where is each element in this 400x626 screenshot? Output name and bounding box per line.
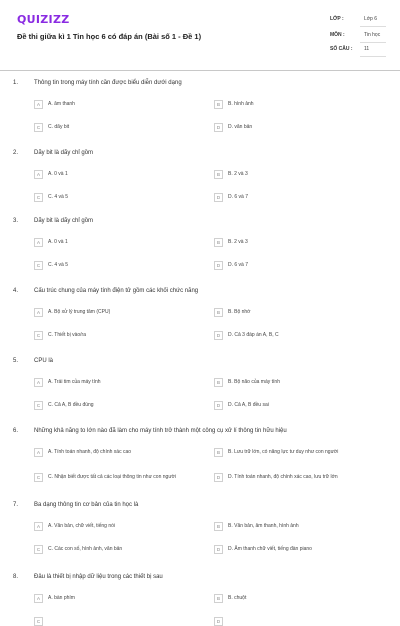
option-text: A. Bộ xử lý trung tâm (CPU) [48, 309, 111, 315]
answer-option-a[interactable] [34, 378, 101, 387]
answer-option-c[interactable] [34, 401, 94, 410]
option-letter-box: A [34, 448, 43, 457]
option-letter-box: A [34, 238, 43, 247]
question-number: 7. [13, 502, 19, 508]
question-count-underline [360, 56, 386, 57]
answer-option-a[interactable] [34, 594, 75, 603]
option-text: A. 0 và 1 [48, 171, 68, 177]
answer-option-d[interactable] [214, 473, 338, 482]
option-letter-box: D [214, 123, 223, 132]
option-text: B. chuột [228, 595, 247, 601]
option-text: B. 2 và 3 [228, 171, 248, 177]
option-letter-box: A [34, 522, 43, 531]
question-number: 8. [13, 574, 19, 580]
option-letter-box: B [214, 378, 223, 387]
option-letter-box: D [214, 617, 223, 626]
answer-option-b[interactable] [214, 378, 280, 387]
subject-underline [360, 42, 386, 43]
class-value: Lớp 6 [364, 16, 378, 22]
answer-option-c[interactable] [34, 123, 69, 132]
option-text: B. hình ảnh [228, 101, 254, 107]
option-text: D. văn bản [228, 124, 253, 130]
option-text: A. Tính toán nhanh, độ chính xác cao [48, 449, 132, 455]
option-text: B. 2 và 3 [228, 239, 248, 245]
quizizz-logo: QUIZIZZ [17, 13, 70, 26]
option-letter-box: D [214, 193, 223, 202]
answer-option-d[interactable] [214, 123, 252, 132]
option-letter-box: D [214, 261, 223, 270]
option-text: C. Thiết bị vào/ra [48, 332, 86, 338]
page-title: Đề thi giữa kì 1 Tin học 6 có đáp án (Bài số 1 - Đề 1) [17, 32, 202, 41]
option-text: B. Văn bản, âm thanh, hình ảnh [228, 523, 299, 529]
option-letter-box: B [214, 308, 223, 317]
option-letter-box: C [34, 545, 43, 554]
question-text: Đâu là thiết bị nhập dữ liệu trong các thiết bị sau [34, 574, 163, 580]
answer-option-b[interactable] [214, 522, 299, 531]
option-text: C. 4 và 5 [48, 262, 69, 268]
option-text: C. dãy bit [48, 124, 70, 130]
question-text: Những khả năng to lớn nào đã làm cho máy tính trở thành một công cụ xử lí thông tin hữu hiệu [34, 428, 287, 434]
option-letter-box: B [214, 522, 223, 531]
option-letter-box: A [34, 308, 43, 317]
question-number: 3. [13, 218, 19, 224]
answer-option-c[interactable] [34, 545, 122, 554]
option-text: C. Nhận biết được tất cả các loại thông tin như con người [48, 474, 177, 480]
question-text: Thông tin trong máy tính cần được biểu diễn dưới dạng [34, 80, 182, 86]
option-letter-box: B [214, 170, 223, 179]
answer-option-c[interactable] [34, 473, 204, 482]
option-letter-box: B [214, 448, 223, 457]
option-letter-box: C [34, 123, 43, 132]
option-text: D. 6 và 7 [228, 194, 249, 200]
answer-option-a[interactable] [34, 238, 68, 247]
question-text: Dãy bit là dãy chỉ gồm [34, 150, 94, 156]
answer-option-d[interactable] [214, 545, 312, 554]
option-text: B. Lưu trữ lớn, có năng lực tư duy như con người [228, 449, 339, 455]
option-text: D. Cả A, B đều sai [228, 402, 269, 408]
question-text: CPU là [34, 358, 54, 364]
option-letter-box: C [34, 473, 43, 482]
option-text: D. 6 và 7 [228, 262, 249, 268]
answer-option-d[interactable] [214, 331, 279, 340]
option-letter-box: C [34, 401, 43, 410]
option-text: D. Tính toán nhanh, độ chính xác cao, lưu trữ lớn [228, 474, 338, 480]
option-letter-box: B [214, 100, 223, 109]
answer-option-d[interactable] [214, 261, 248, 270]
option-letter-box: A [34, 594, 43, 603]
subject-label: MÔN : [330, 32, 345, 38]
option-text: D. Âm thanh chữ viết, tiếng đàn piano [228, 546, 312, 552]
option-letter-box: A [34, 170, 43, 179]
option-letter-box: C [34, 193, 43, 202]
worksheet-header [0, 0, 400, 71]
answer-option-b[interactable] [214, 170, 248, 179]
answer-option-a[interactable] [34, 448, 131, 457]
class-label: LỚP : [330, 16, 344, 22]
answer-option-c[interactable] [34, 617, 48, 626]
option-letter-box: D [214, 401, 223, 410]
subject-value: Tin học [364, 32, 381, 38]
option-text: C. 4 và 5 [48, 194, 69, 200]
answer-option-b[interactable] [214, 594, 246, 603]
question-text: Ba dạng thông tin cơ bản của tin học là [34, 502, 139, 508]
question-number: 1. [13, 80, 19, 86]
option-text: A. bàn phím [48, 595, 75, 601]
answer-option-d[interactable] [214, 617, 228, 626]
answer-option-a[interactable] [34, 170, 68, 179]
question-number: 6. [13, 428, 19, 434]
question-number: 4. [13, 288, 19, 294]
option-text: A. 0 và 1 [48, 239, 68, 245]
question-text: Cấu trúc chung của máy tính điện tử gồm các khối chức năng [34, 288, 199, 294]
option-letter-box: B [214, 594, 223, 603]
answer-option-c[interactable] [34, 193, 68, 202]
option-text: D. Cả 3 đáp án A, B, C [228, 332, 279, 338]
option-letter-box: C [34, 331, 43, 340]
question-number: 5. [13, 358, 19, 364]
answer-option-c[interactable] [34, 261, 68, 270]
answer-option-b[interactable] [214, 238, 248, 247]
answer-option-d[interactable] [214, 401, 269, 410]
question-count-value: 11 [364, 46, 370, 52]
answer-option-c[interactable] [34, 331, 86, 340]
answer-option-b[interactable] [214, 308, 250, 317]
option-letter-box: D [214, 545, 223, 554]
class-underline [360, 26, 386, 27]
answer-option-a[interactable] [34, 308, 110, 317]
option-letter-box: C [34, 261, 43, 270]
option-text: B. Bộ nhớ [228, 309, 251, 315]
option-text: C. Các con số, hình ảnh, văn bản [48, 546, 123, 552]
question-number: 2. [13, 150, 19, 156]
answer-option-a[interactable] [34, 100, 75, 109]
option-letter-box: A [34, 378, 43, 387]
option-text: A. âm thanh [48, 101, 75, 107]
option-text: A. Văn bản, chữ viết, tiếng nói [48, 523, 115, 529]
option-letter-box: D [214, 473, 223, 482]
answer-option-b[interactable] [214, 100, 254, 109]
option-letter-box: B [214, 238, 223, 247]
question-count-label: SỐ CÂU : [330, 46, 353, 52]
option-text: B. Bộ não của máy tính [228, 379, 280, 385]
answer-option-b[interactable] [214, 448, 338, 457]
option-letter-box: D [214, 331, 223, 340]
option-letter-box: A [34, 100, 43, 109]
option-letter-box: C [34, 617, 43, 626]
answer-option-d[interactable] [214, 193, 248, 202]
option-text: C. Cả A, B đều đúng [48, 402, 94, 408]
option-text: A. Trái tim của máy tính [48, 379, 101, 385]
answer-option-a[interactable] [34, 522, 115, 531]
question-text: Dãy bit là dãy chỉ gồm [34, 218, 94, 224]
